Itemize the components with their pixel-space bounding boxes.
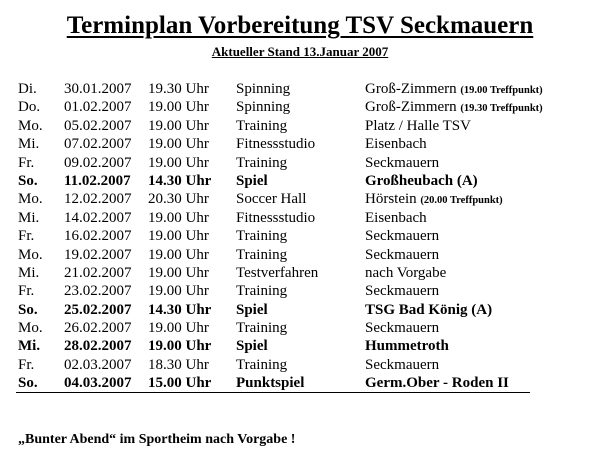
schedule-date: 16.02.2007	[64, 228, 132, 245]
schedule-row	[0, 80, 600, 98]
schedule-location-text: Seckmauern	[365, 154, 440, 171]
schedule-time: 20.30 Uhr	[148, 191, 209, 208]
schedule-day: Fr.	[18, 228, 35, 245]
schedule-location	[365, 264, 446, 282]
schedule-date: 28.02.2007	[64, 338, 132, 355]
schedule-date: 05.02.2007	[64, 117, 132, 134]
schedule-list	[0, 80, 600, 393]
schedule-row	[0, 246, 600, 264]
schedule-time: 19.00 Uhr	[148, 283, 209, 300]
schedule-location	[365, 117, 471, 135]
schedule-row	[0, 98, 600, 116]
schedule-activity: Spinning	[236, 99, 291, 116]
schedule-row	[0, 172, 600, 190]
schedule-row	[0, 154, 600, 172]
schedule-activity: Training	[236, 356, 288, 373]
schedule-activity: Spinning	[236, 81, 291, 97]
schedule-day: Mi.	[18, 209, 40, 226]
schedule-day: Mi.	[18, 136, 40, 153]
schedule-activity: Training	[236, 246, 288, 263]
schedule-location-text: Seckmauern	[365, 228, 440, 245]
schedule-location-text: Eisenbach	[365, 209, 427, 226]
schedule-day: Mo.	[18, 117, 43, 134]
schedule-location	[365, 246, 439, 264]
schedule-time: 19.00 Uhr	[148, 320, 209, 337]
schedule-location	[365, 172, 478, 190]
schedule-time: 19.00 Uhr	[148, 136, 209, 153]
schedule-day: Mo.	[18, 320, 43, 337]
schedule-location	[365, 209, 427, 227]
schedule-time: 15.00 Uhr	[148, 375, 212, 392]
schedule-day: So.	[18, 172, 38, 189]
schedule-location	[365, 190, 503, 210]
schedule-location-text: Platz / Halle TSV	[365, 117, 471, 134]
schedule-date: 01.02.2007	[64, 99, 132, 116]
schedule-location	[365, 282, 439, 300]
schedule-time: 14.30 Uhr	[148, 301, 212, 318]
schedule-time: 19.00 Uhr	[148, 338, 212, 355]
schedule-date: 21.02.2007	[64, 264, 132, 281]
schedule-activity: Spiel	[236, 301, 268, 318]
schedule-date: 07.02.2007	[64, 136, 132, 153]
schedule-time: 14.30 Uhr	[148, 172, 212, 189]
schedule-location-text: Hummetroth	[365, 338, 449, 355]
schedule-location	[365, 154, 439, 172]
schedule-row	[0, 117, 600, 135]
schedule-time: 19.00 Uhr	[148, 117, 209, 134]
schedule-location	[365, 337, 449, 355]
schedule-location-text: Germ.Ober - Roden II	[365, 375, 509, 392]
schedule-location-text: Groß-Zimmern	[365, 81, 457, 97]
schedule-row	[0, 337, 600, 355]
schedule-day: Mi.	[18, 338, 41, 355]
schedule-date: 11.02.2007	[64, 172, 131, 189]
schedule-date: 26.02.2007	[64, 320, 132, 337]
schedule-day: Mo.	[18, 191, 43, 208]
page-title: Terminplan Vorbereitung TSV Seckmauern	[66, 12, 534, 39]
schedule-time: 19.00 Uhr	[148, 99, 209, 116]
schedule-location	[365, 301, 492, 319]
meeting-point-note: (19.30 Treffpunkt)	[460, 103, 543, 115]
schedule-time: 19.00 Uhr	[148, 154, 209, 171]
schedule-row	[0, 319, 600, 337]
schedule-row	[0, 356, 600, 374]
schedule-day: Fr.	[18, 154, 35, 171]
schedule-location-text: Eisenbach	[365, 136, 427, 153]
schedule-location	[365, 80, 543, 100]
schedule-date: 02.03.2007	[64, 356, 132, 373]
schedule-location-text: Großheubach (A)	[365, 172, 478, 189]
schedule-location-text: nach Vorgabe	[365, 264, 447, 281]
schedule-location-text: Seckmauern	[365, 356, 440, 373]
schedule-location-text: Seckmauern	[365, 283, 440, 300]
status-subtitle: Aktueller Stand 13.Januar 2007	[211, 44, 389, 59]
schedule-row	[0, 301, 600, 319]
schedule-time: 19.00 Uhr	[148, 209, 209, 226]
schedule-row	[0, 135, 600, 153]
schedule-row	[0, 374, 600, 392]
schedule-location	[365, 227, 439, 245]
schedule-location	[365, 356, 439, 374]
schedule-day: So.	[18, 375, 38, 392]
schedule-location	[365, 374, 509, 392]
schedule-location-text: Seckmauern	[365, 320, 440, 337]
meeting-point-note: (20.00 Treffpunkt)	[420, 195, 503, 207]
schedule-location	[365, 135, 427, 153]
schedule-location-text: Seckmauern	[365, 246, 440, 263]
schedule-time: 18.30 Uhr	[148, 356, 209, 373]
schedule-activity: Training	[236, 117, 288, 134]
schedule-activity: Training	[236, 320, 288, 337]
schedule-date: 19.02.2007	[64, 246, 132, 263]
schedule-activity: Training	[236, 154, 288, 171]
schedule-day: Mo.	[18, 246, 43, 263]
schedule-location	[365, 319, 439, 337]
schedule-time: 19.00 Uhr	[148, 246, 209, 263]
schedule-day: So.	[18, 301, 38, 318]
schedule-date: 25.02.2007	[64, 301, 132, 318]
schedule-row	[0, 209, 600, 227]
schedule-location-text: TSG Bad König (A)	[365, 301, 493, 318]
schedule-location	[365, 98, 543, 118]
meeting-point-note: (19.00 Treffpunkt)	[460, 85, 543, 96]
schedule-activity: Soccer Hall	[236, 191, 307, 208]
schedule-date: 14.02.2007	[64, 209, 132, 226]
schedule-activity: Testverfahren	[236, 264, 319, 281]
schedule-date: 23.02.2007	[64, 283, 132, 300]
schedule-row	[0, 190, 600, 208]
schedule-day: Mi.	[18, 264, 40, 281]
schedule-time: 19.30 Uhr	[148, 81, 209, 97]
schedule-activity: Fitnessstudio	[236, 209, 316, 226]
schedule-day: Do.	[18, 99, 41, 116]
schedule-time: 19.00 Uhr	[148, 228, 209, 245]
schedule-location-text: Hörstein	[365, 191, 417, 208]
schedule-activity: Training	[236, 283, 288, 300]
schedule-row	[0, 282, 600, 300]
footer-note: „Bunter Abend“ im Sportheim nach Vorgabe !	[18, 432, 296, 447]
schedule-activity: Spiel	[236, 172, 268, 189]
schedule-day: Fr.	[18, 356, 35, 373]
schedule-date: 04.03.2007	[64, 375, 132, 392]
schedule-activity: Training	[236, 228, 288, 245]
schedule-activity: Fitnessstudio	[236, 136, 316, 153]
schedule-row	[0, 227, 600, 245]
schedule-time: 19.00 Uhr	[148, 264, 209, 281]
schedule-row	[0, 264, 600, 282]
schedule-day: Fr.	[18, 283, 35, 300]
schedule-activity: Spiel	[236, 338, 268, 355]
schedule-day: Di.	[18, 81, 37, 97]
schedule-date: 30.01.2007	[64, 81, 132, 97]
schedule-location-text: Groß-Zimmern	[365, 99, 457, 116]
schedule-date: 12.02.2007	[64, 191, 132, 208]
schedule-date: 09.02.2007	[64, 154, 132, 171]
schedule-activity: Punktspiel	[236, 375, 305, 392]
